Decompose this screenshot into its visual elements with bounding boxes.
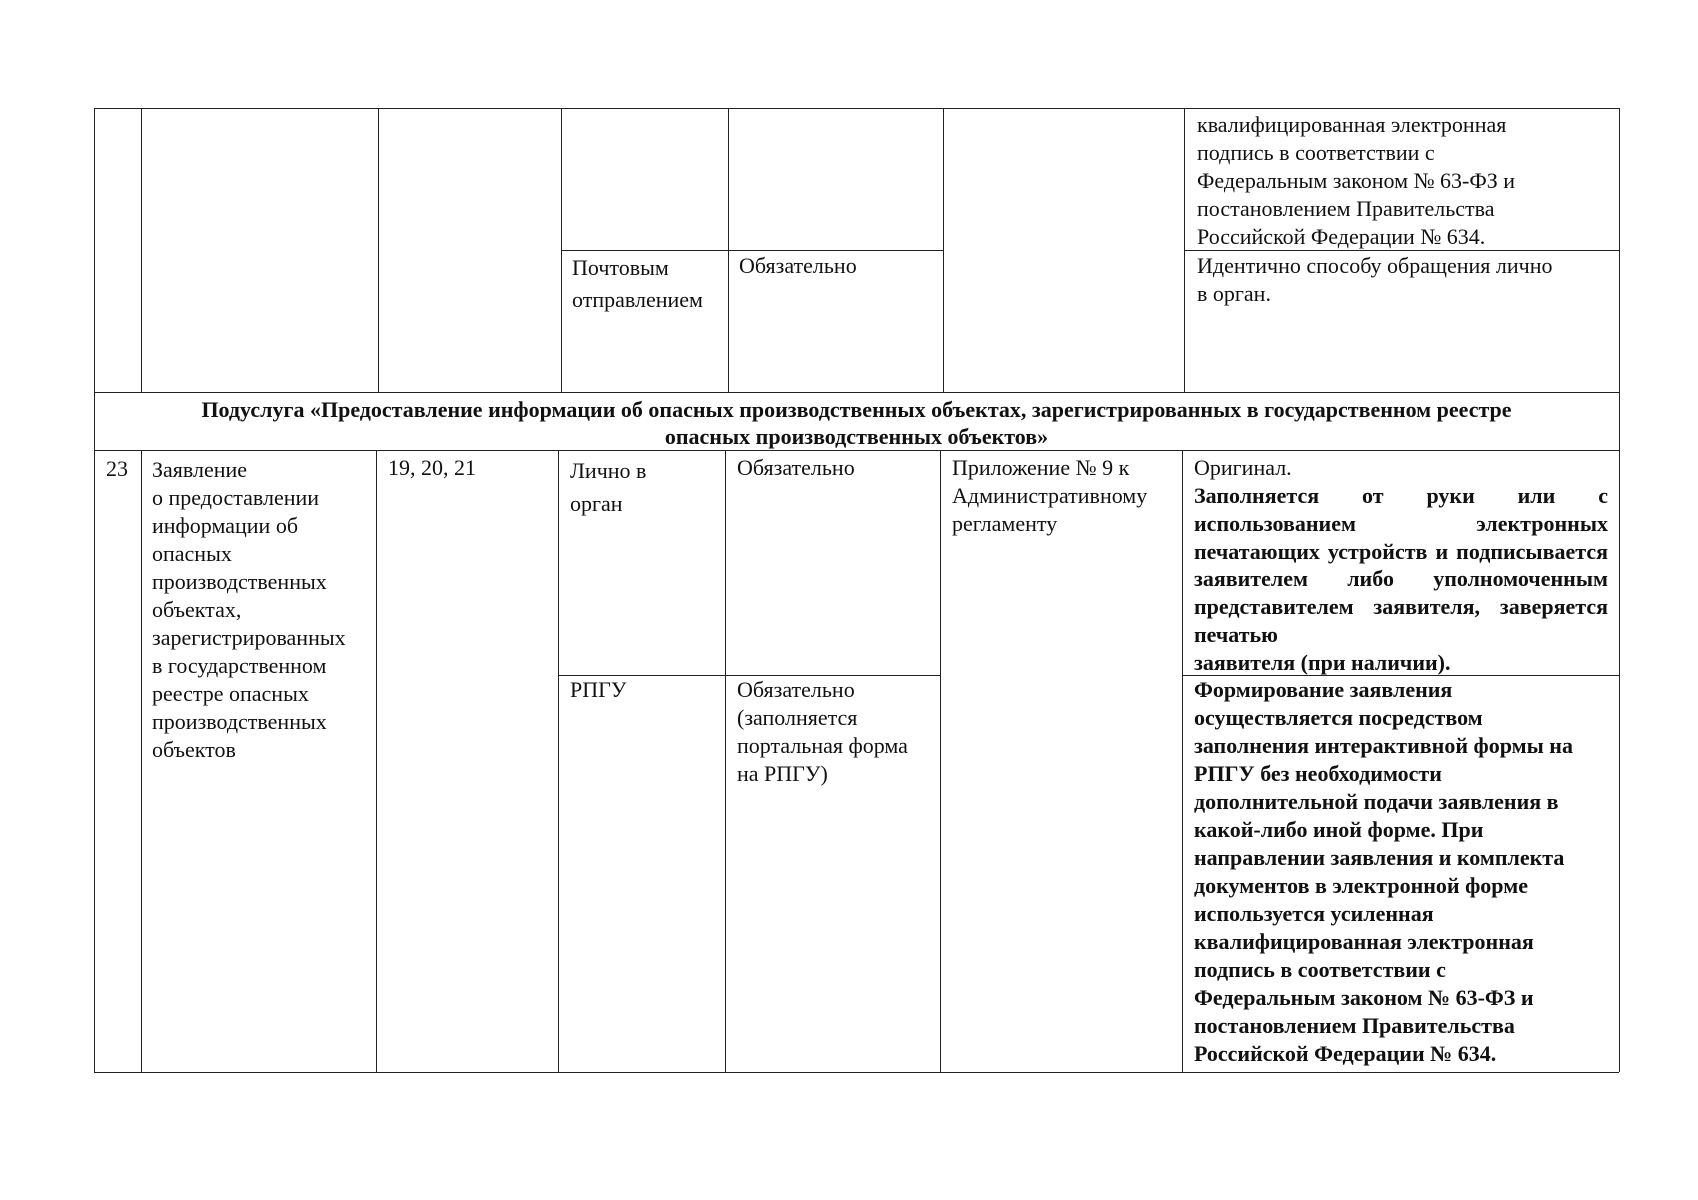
mail-method: Почтовым отправлением bbox=[572, 255, 703, 312]
col-border-6-lower bbox=[1182, 450, 1183, 1072]
subservice-header: Подуслуга «Предоставление информации об опасных производственных объектах, зарегистрированных в государственном реестре опасных производственных объектов» bbox=[201, 397, 1512, 449]
in-person-note-last: заявителя (при наличии). bbox=[1194, 649, 1451, 675]
rpgu-note: Формирование заявления осуществляется посредством заполнения интерактивной формы на РПГУ без необходимости дополнительной подачи заявления в какой-либо иной форме. При направлении заявления и комплекта документов в электронной форме используется усиленная квалифицированная электронная подпись в соответствии с Федеральным законом № 63-ФЗ и постановлением Правительства Российской Федерации № 634. bbox=[1194, 677, 1573, 1066]
in-person-method: Лично в орган bbox=[570, 458, 647, 516]
mail-requirement: Обязательно bbox=[739, 253, 857, 278]
subheader-top-border bbox=[94, 392, 1619, 393]
col-border-1 bbox=[141, 108, 142, 392]
row-number: 23 bbox=[106, 456, 128, 481]
in-person-note bbox=[1194, 454, 1608, 677]
col-border-0 bbox=[94, 108, 95, 1072]
form-template: Приложение № 9 к Административному регламенту bbox=[952, 455, 1148, 536]
document-table bbox=[94, 108, 1619, 1072]
col-border-6 bbox=[1184, 108, 1185, 392]
col-border-1-lower bbox=[141, 450, 142, 1072]
in-person-requirement: Обязательно bbox=[737, 455, 855, 480]
mail-note: Идентично способу обращения лично в орган. bbox=[1197, 253, 1553, 306]
col-border-4 bbox=[728, 108, 729, 392]
table-top-border bbox=[94, 108, 1619, 109]
references: 19, 20, 21 bbox=[388, 455, 476, 480]
in-person-note-body: Заполняется от руки или с использованием электронных печатающих устройств и подписывается заявителем либо уполномоченным представителем заявителя, заверяется печатью bbox=[1194, 483, 1608, 647]
document-name: Заявление о предоставлении информации об опасных производственных объектах, зарегистрированных в государственном реестре опасных производственных объектов bbox=[152, 457, 346, 762]
col-border-2-lower bbox=[376, 450, 377, 1072]
subheader-bottom-border bbox=[94, 450, 1619, 451]
signature-text: квалифицированная электронная подпись в соответствии с Федеральным законом № 63-ФЗ и постановлением Правительства Российской Федерации № 634. bbox=[1197, 112, 1516, 249]
col-border-3-lower bbox=[558, 450, 559, 1072]
rpgu-method: РПГУ bbox=[570, 677, 627, 702]
rpgu-requirement: Обязательно (заполняется портальная форма на РПГУ) bbox=[737, 677, 908, 786]
mail-row-divider bbox=[561, 250, 943, 251]
col-border-3 bbox=[561, 108, 562, 392]
col-border-4-lower bbox=[725, 450, 726, 1072]
in-person-note-first: Оригинал. bbox=[1194, 455, 1292, 480]
col-border-2 bbox=[378, 108, 379, 392]
col-border-5 bbox=[943, 108, 944, 392]
table-bottom-border bbox=[94, 1072, 1619, 1073]
col-border-5-lower bbox=[940, 450, 941, 1072]
col-border-7 bbox=[1619, 108, 1620, 1072]
